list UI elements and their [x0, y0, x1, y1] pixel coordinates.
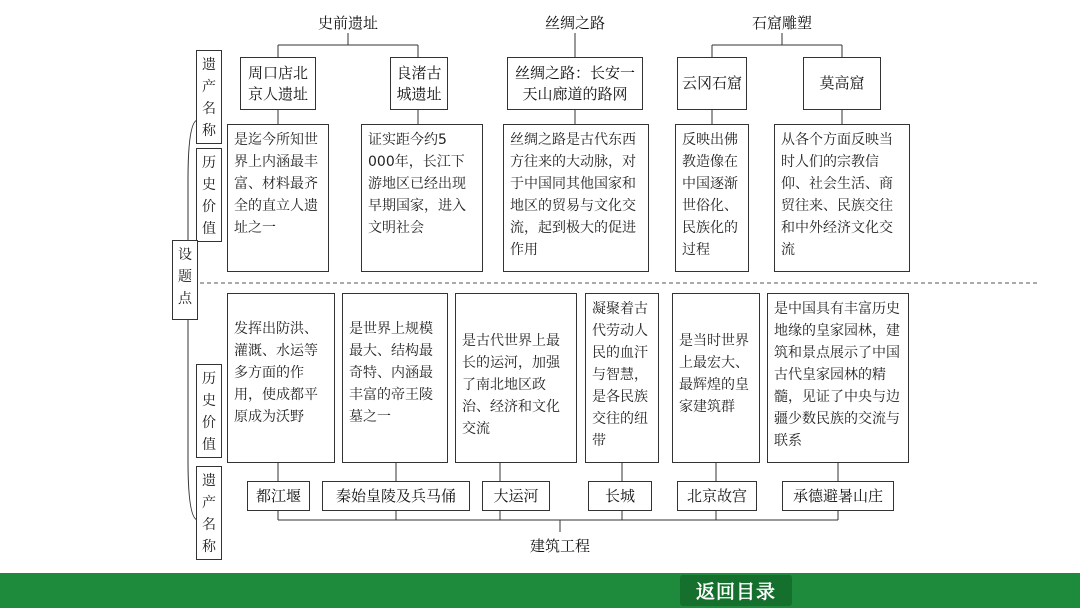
side-label-value-top: 历史价值 [196, 148, 222, 242]
site-value-liangzhu: 证实距今约5 000年，长江下游地区已经出现早期国家，进入文明社会 [361, 124, 483, 272]
site-value-yungang: 反映出佛教造像在中国逐渐世俗化、民族化的过程 [675, 124, 749, 272]
site-value-great-wall: 凝聚着古代劳动人民的血汗与智慧，是各民族交往的纽带 [585, 293, 659, 463]
site-name-yungang: 云冈石窟 [677, 57, 747, 110]
site-name-mogao: 莫高窟 [803, 57, 881, 110]
side-label-name-bottom: 遗产名称 [196, 466, 222, 560]
category-grottoes: 石窟雕塑 [751, 14, 812, 32]
category-architecture: 建筑工程 [529, 537, 590, 555]
category-silk-road: 丝绸之路 [544, 14, 605, 32]
site-value-silk-road: 丝绸之路是古代东西方往来的大动脉，对于中国同其他国家和地区的贸易与文化交流，起到极大的促进作用 [503, 124, 649, 272]
side-label-value-bottom: 历史价值 [196, 364, 222, 458]
site-value-chengde: 是中国具有丰富历史地缘的皇家园林，建筑和景点展示了中国古代皇家园林的精髓，见证了中央与边疆少数民族的交流与联系 [767, 293, 909, 463]
site-value-forbidden-city: 是当时世界上最宏大、最辉煌的皇家建筑群 [672, 293, 760, 463]
site-name-chengde: 承德避暑山庄 [782, 481, 894, 511]
site-name-liangzhu: 良渚古 城遗址 [390, 57, 448, 110]
site-name-silk-road: 丝绸之路：长安一 天山廊道的路网 [507, 57, 643, 110]
site-value-grand-canal: 是古代世界上最长的运河，加强了南北地区政治、经济和文化交流 [455, 293, 577, 463]
site-name-grand-canal: 大运河 [482, 481, 550, 511]
site-name-zhoukoudian: 周口店北 京人遗址 [240, 57, 316, 110]
side-label-name-top: 遗产名称 [196, 50, 222, 144]
category-prehistoric: 史前遗址 [317, 14, 378, 32]
site-value-dujiangyan: 发挥出防洪、灌溉、水运等多方面的作用，使成都平原成为沃野 [227, 293, 335, 463]
site-name-forbidden-city: 北京故宫 [677, 481, 757, 511]
site-value-zhoukoudian: 是迄今所知世界上内涵最丰富、材料最齐全的直立人遗址之一 [227, 124, 329, 272]
site-value-qin-mausoleum: 是世界上规模最大、结构最奇特、内涵最丰富的帝王陵墓之一 [342, 293, 448, 463]
side-label-topic: 设题点 [172, 240, 198, 320]
footer-bar [0, 573, 1080, 608]
site-value-mogao: 从各个方面反映当时人们的宗教信仰、社会生活、商贸往来、民族交往和中外经济文化交流 [774, 124, 910, 272]
site-name-dujiangyan: 都江堰 [247, 481, 310, 511]
site-name-great-wall: 长城 [588, 481, 652, 511]
site-name-qin-mausoleum: 秦始皇陵及兵马俑 [322, 481, 470, 511]
back-to-contents-button[interactable]: 返回目录 [680, 575, 792, 606]
